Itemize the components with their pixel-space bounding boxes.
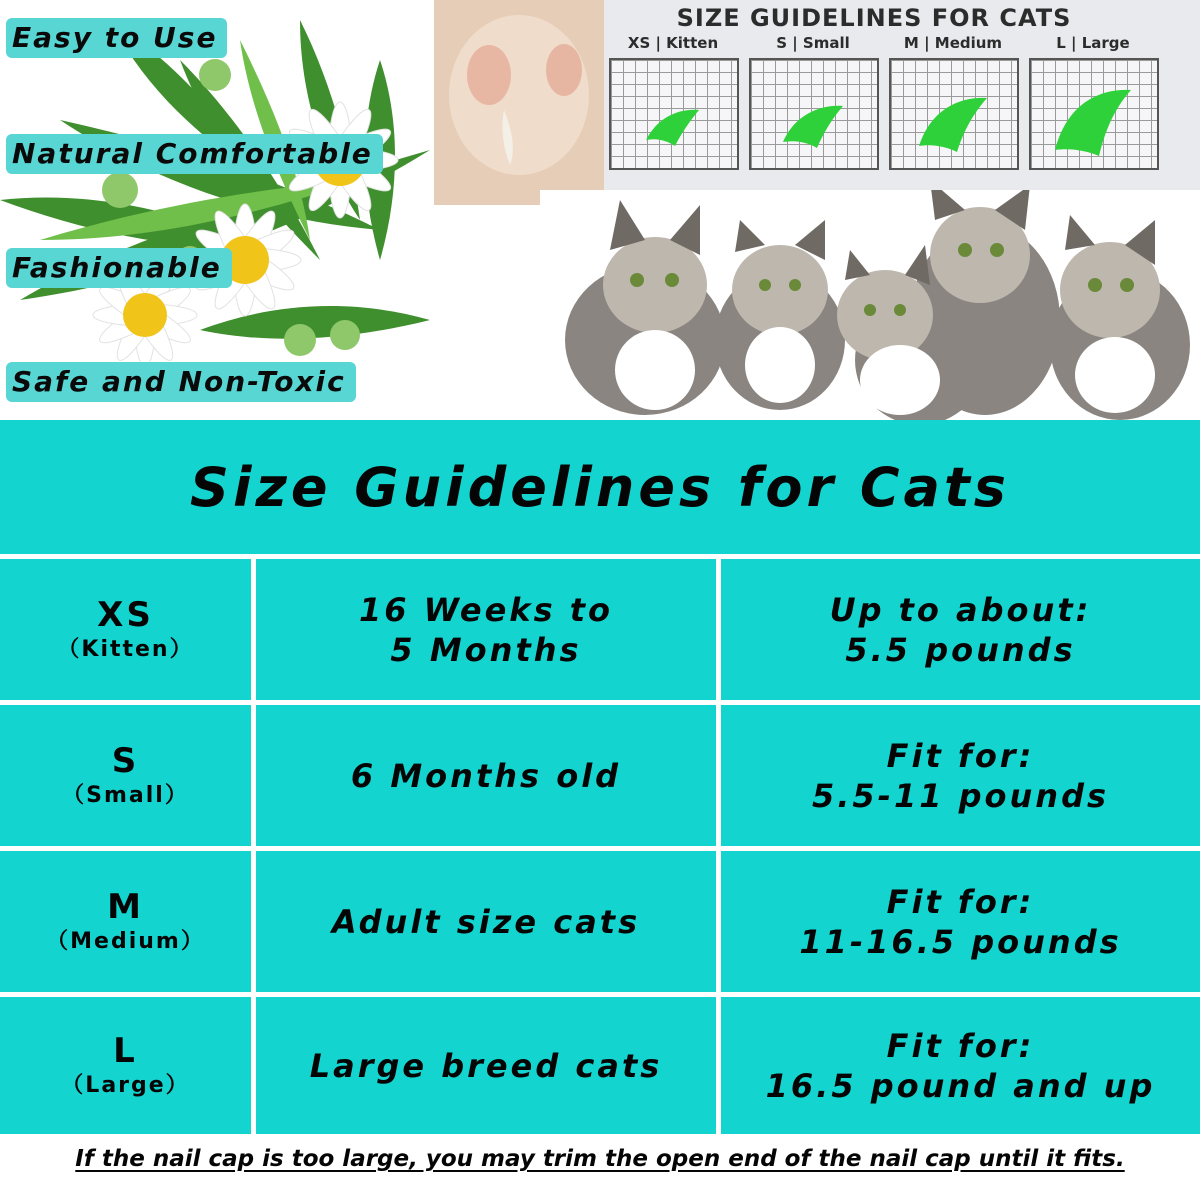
weight-cell-xs: [721, 559, 1200, 700]
size-card-label: L | Large: [1056, 34, 1130, 52]
feature-natural-comfortable: Natural Comfortable: [6, 134, 383, 174]
size-name: （Kitten）: [57, 636, 194, 662]
size-code: XS: [97, 594, 154, 635]
measure-grid: [749, 58, 879, 170]
size-name: （Small）: [62, 782, 189, 808]
weight-text-line: 11-16.5 pounds: [799, 922, 1122, 961]
size-card-label: M | Medium: [903, 34, 1003, 52]
nail-cap-icon: [646, 110, 699, 146]
weight-cell-m: [721, 851, 1200, 992]
size-cell-xs: [0, 559, 251, 700]
size-name: （Large）: [61, 1072, 190, 1098]
size-cell-l: [0, 997, 251, 1134]
size-card-label: XS | Kitten: [627, 34, 719, 52]
size-cell-m: [0, 851, 251, 992]
hero-banner: [0, 0, 1200, 420]
weight-text-line: Fit for:: [886, 1026, 1035, 1065]
size-code: M: [107, 886, 144, 927]
kittens-photo: [540, 190, 1200, 420]
weight-text-line: 5.5 pounds: [845, 630, 1076, 669]
feature-fashionable: Fashionable: [6, 248, 232, 288]
cat-paw-photo: [434, 0, 604, 205]
nail-cap-icon: [783, 106, 843, 148]
size-panel-title: SIZE GUIDELINES FOR CATS: [676, 4, 1072, 32]
nail-cap-icon: [919, 98, 987, 152]
age-text-line: 6 Months old: [350, 756, 622, 795]
age-text-line: Large breed cats: [309, 1046, 663, 1085]
weight-text-line: 5.5-11 pounds: [811, 776, 1110, 815]
weight-cell-l: [721, 997, 1200, 1134]
weight-cell-s: [721, 705, 1200, 846]
feature-easy-to-use: Easy to Use: [6, 18, 227, 58]
age-text-line: 5 Months: [390, 630, 582, 669]
nail-cap-icon: [1055, 90, 1131, 156]
age-cell-m: [256, 851, 716, 992]
size-code: S: [111, 740, 140, 781]
size-guideline-panel: [434, 0, 1200, 205]
age-cell-s: [256, 705, 716, 846]
size-card-m: [889, 34, 1017, 170]
weight-text-line: Fit for:: [886, 736, 1035, 775]
size-name: （Medium）: [46, 928, 205, 954]
age-text-line: 16 Weeks to: [358, 590, 614, 629]
feature-safe-non-toxic: Safe and Non-Toxic: [6, 362, 356, 402]
size-table: [0, 554, 1200, 1140]
weight-text-line: Fit for:: [886, 882, 1035, 921]
page-title: Size Guidelines for Cats: [190, 456, 1010, 519]
age-cell-l: [256, 997, 716, 1134]
age-text-line: Adult size cats: [331, 902, 641, 941]
size-card-l: [1029, 34, 1157, 170]
size-card-xs: [609, 34, 737, 170]
daisy-flowers-image: [0, 0, 440, 420]
measure-grid: [609, 58, 739, 170]
age-cell-xs: [256, 559, 716, 700]
size-card-label: S | Small: [776, 34, 850, 52]
size-cell-s: [0, 705, 251, 846]
measure-grid: [1029, 58, 1159, 170]
size-code: L: [113, 1030, 138, 1071]
size-card-s: [749, 34, 877, 170]
weight-text-line: 16.5 pound and up: [765, 1066, 1156, 1105]
trim-note: If the nail cap is too large, you may trim the open end of the nail cap until it fits.: [75, 1146, 1125, 1172]
weight-text-line: Up to about:: [829, 590, 1092, 629]
measure-grid: [889, 58, 1019, 170]
